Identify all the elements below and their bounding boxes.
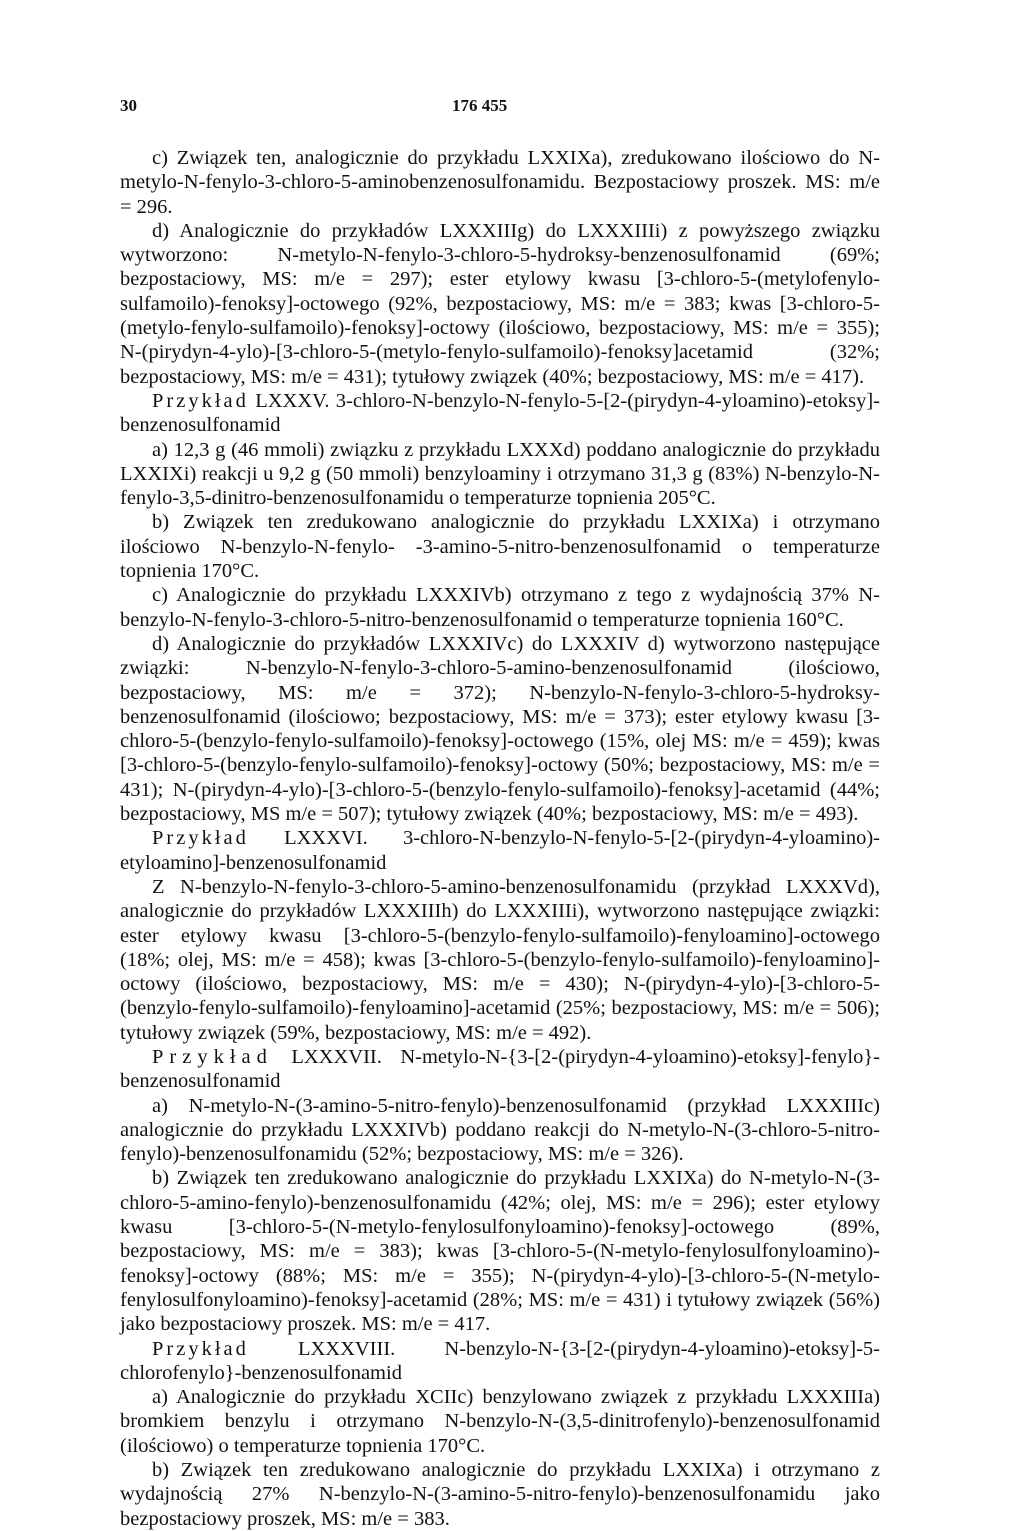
example-title: LXXXV. 3-chloro-N-benzylo-N-fenylo-5-[2-(pirydyn-4-yloamino)-etoksy]-benzenosulfonamid: [120, 389, 880, 437]
example-heading: [120, 389, 880, 438]
paragraph: c) Związek ten, analogicznie do przykładu LXXIXa), zredukowano ilościowo do N-metylo-N-fenylo-3-chloro-5-aminobenzenosulfonamidu. Bezpostaciowy proszek. MS: m/e = 296.: [120, 147, 880, 218]
paragraph: b) Związek ten zredukowano analogicznie do przykładu LXXIXa) i otrzymano z wydajnością 27% N-benzylo-N-(3-amino-5-nitro-fenylo)-benzenosulfonamidu jako bezpostaciowy proszek, MS: m/e = 383.: [120, 1459, 880, 1530]
example-heading: [120, 1337, 880, 1386]
page-header: [120, 96, 880, 120]
example-label: Przykład: [152, 1045, 273, 1068]
example-title: LXXXVIII. N-benzylo-N-{3-[2-(pirydyn-4-yloamino)-etoksy]-5-chlorofenylo}-benzenosulfonamid: [120, 1337, 880, 1384]
example-label: Przykład: [152, 389, 249, 412]
paragraph: b) Związek ten zredukowano analogicznie do przykładu LXXIXa) i otrzymano ilościowo N-benzylo-N-fenylo- -3-amino-5-nitro-benzenosulfonamid o temperaturze topnienia 170°C.: [120, 511, 880, 583]
example-label: Przykład: [152, 827, 249, 850]
paragraph: a) 12,3 g (46 mmoli) związku z przykładu LXXXd) poddano analogicznie do przykładu LXXIXi) reakcji u 9,2 g (50 mmoli) benzyloaminy i otrzymano 31,3 g (83%) N-benzylo-N-fenylo-3,5-dinitro-benzenosulfonamidu o temperaturze topnienia 205°C.: [120, 438, 880, 510]
paragraph: b) Związek ten zredukowano analogicznie do przykładu LXXIXa) do N-metylo-N-(3-chloro-5-amino-fenylo)-benzenosulfonamidu (42%; olej, MS: m/e = 296); ester etylowy kwasu [3-chloro-5-(N-metylo-fenylosulfonyloamino)-fenoksy]-octowego (89%, bezpostaciowy, MS: m/e = 383); kwas [3-chloro-5-(N-metylo-fenylosulfonyloamino)-fenoksy]-octowy (88%; MS: m/e = 355); N-(pirydyn-4-ylo)-[3-chloro-5-(N-metylo-fenylosulfonyloamino)-fenoksy]-acetamid (28%; MS: m/e = 431) i tytułowy związek (56%) jako bezpostaciowy proszek. MS: m/e = 417.: [120, 1167, 880, 1336]
paragraph: d) Analogicznie do przykładów LXXXIIIg) do LXXXIIIi) z powyższego związku wytworzono: N-metylo-N-fenylo-3-chloro-5-hydroksy-benzenosulfonamid (69%; bezpostaciowy, MS: m/e = 297); ester etylowy kwasu [3-chloro-5-(metylofenylo-sulfamoilo)-fenoksy]-octowego (92%, bezpostaciowy, MS: m/e = 383; kwas [3-chloro-5-(metylo-fenylo-sulfamoilo)-fenoksy]-octowy (ilościowo, bezpostaciowy, MS: m/e = 355); N-(pirydyn-4-ylo)-[3-chloro-5-(metylo-fenylo-sulfamoilo)-fenoksy]acetamid (32%; bezpostaciowy, MS: m/e = 431); tytułowy związek (40%; bezpostaciowy, MS: m/e = 417).: [120, 219, 880, 388]
document-body: [120, 146, 880, 1531]
document-number: 176 455: [452, 96, 508, 115]
example-label: Przykład: [152, 1337, 249, 1360]
page-number: 30: [120, 96, 137, 115]
example-title: LXXXVI. 3-chloro-N-benzylo-N-fenylo-5-[2-(pirydyn-4-yloamino)-etyloamino]-benzenosulfonamid: [120, 827, 880, 874]
paragraph: Z N-benzylo-N-fenylo-3-chloro-5-amino-benzenosulfonamidu (przykład LXXXVd), analogicznie do przykładów LXXXIIIh) do LXXXIIIi), wytworzono następujące związki: ester etylowy kwasu [3-chloro-5-(benzylo-fenylo-sulfamoilo)-fenyloamino]-octowego (18%; olej, MS: m/e = 458); kwas [3-chloro-5-(benzylo-fenylo-sulfamoilo)-fenyloamino]-octowy (ilościowo, bezpostaciowy, MS: m/e = 430); N-(pirydyn-4-ylo)-[3-chloro-5-(benzylo-fenylo-sulfamoilo)-fenyloamino]-acetamid (25%; bezpostaciowy, MS: m/e = 506); tytułowy związek (59%, bezpostaciowy, MS: m/e = 492).: [120, 875, 880, 1044]
example-heading: [120, 826, 880, 875]
paragraph: d) Analogicznie do przykładów LXXXIVc) do LXXXIV d) wytworzono następujące związki: N-benzylo-N-fenylo-3-chloro-5-amino-benzenosulfonamid (ilościowo, bezpostaciowy, MS: m/e = 372); N-benzylo-N-fenylo-3-chloro-5-hydroksy-benzenosulfonamid (ilościowo; bezpostaciowy, MS: m/e = 373); ester etylowy kwasu [3-chloro-5-(benzylo-fenylo-sulfamoilo)-fenoksy]-octowego (15%, olej MS: m/e = 459); kwas [3-chloro-5-(benzylo-fenylo-sulfamoilo)-fenoksy]-octowy (50%; bezpostaciowy, MS: m/e = 431); N-(pirydyn-4-ylo)-[3-chloro-5-(benzylo-fenylo-sulfamoilo)-fenoksy]-acetamid (44%; bezpostaciowy, MS m/e = 507); tytułowy związek (40%; bezpostaciowy, MS: m/e = 493).: [120, 632, 880, 826]
example-heading: [120, 1045, 880, 1094]
example-title: LXXXVII. N-metylo-N-{3-[2-(pirydyn-4-yloamino)-etoksy]-fenylo}-benzenosulfonamid: [120, 1045, 881, 1093]
paragraph: a) Analogicznie do przykładu XCIIc) benzylowano związek z przykładu LXXXIIIa) bromkiem benzylu i otrzymano N-benzylo-N-(3,5-dinitrofenylo)-benzenosulfonamid (ilościowo) o temperaturze topnienia 170°C.: [120, 1386, 880, 1457]
paragraph: c) Analogicznie do przykładu LXXXIVb) otrzymano z tego z wydajnością 37% N-benzylo-N-fenylo-3-chloro-5-nitro-benzenosulfonamid o temperaturze topnienia 160°C.: [120, 584, 880, 631]
paragraph: a) N-metylo-N-(3-amino-5-nitro-fenylo)-benzenosulfonamid (przykład LXXXIIIc) analogicznie do przykładu LXXXIVb) poddano reakcji do N-metylo-N-(3-chloro-5-nitro-fenylo)-benzenosulfonamidu (52%; bezpostaciowy, MS: m/e = 326).: [120, 1094, 880, 1166]
